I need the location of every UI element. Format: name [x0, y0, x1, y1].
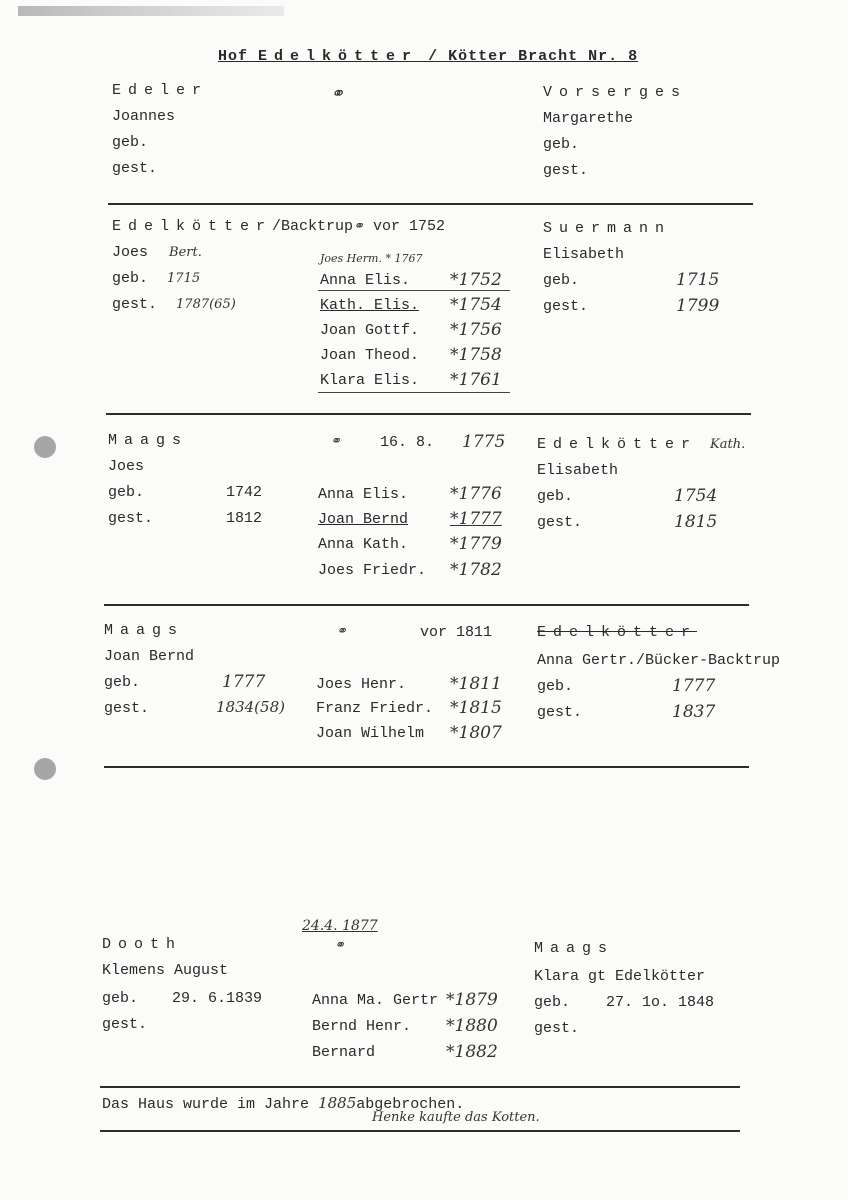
- gen4-husband-died-label: gest.: [104, 700, 150, 717]
- gen2-child-underline: [318, 290, 510, 291]
- gen2-child: Kath. Elis.: [320, 297, 420, 314]
- gen3-wife-born-label: geb.: [537, 488, 574, 505]
- gen4-wife-surname: Edelkötter: [537, 624, 698, 641]
- gen3-child: Joan Bernd: [318, 511, 409, 528]
- gen3-wife-died-label: gest.: [537, 514, 583, 531]
- gen1-wife-surname: Vorserges: [543, 84, 688, 101]
- gen3-husband-surname: Maags: [108, 432, 189, 449]
- gen3-wife-surname: Edelkötter: [537, 436, 698, 453]
- gen2-marriage-date: vor 1752: [372, 218, 445, 235]
- gen2-child: Anna Elis.: [320, 272, 411, 289]
- gen5-wife-first: Klara gt Edelkötter: [534, 968, 706, 985]
- gen2-wife-first: Elisabeth: [543, 246, 625, 263]
- footer-text-after: abgebrochen.: [356, 1096, 465, 1113]
- gen5-child-year: *1880: [446, 1016, 498, 1036]
- gen2-children-underline: [318, 392, 510, 393]
- gen2-husband-died-year: 1787(65): [176, 297, 236, 312]
- gen2-husband-first-row: [112, 244, 202, 261]
- title-hof: Hof: [218, 48, 249, 65]
- gen2-husband-surname-suffix: /Backtrup: [272, 218, 354, 235]
- gen5-child: Bernard: [312, 1044, 376, 1061]
- scan-edge-mark: [18, 6, 284, 16]
- gen5-husband-first: Klemens August: [102, 962, 229, 979]
- gen4-wife-born-year: 1777: [672, 676, 716, 696]
- gen5-wife-born-label: geb.: [534, 994, 571, 1011]
- footer-text-before: Das Haus wurde im Jahre: [102, 1096, 310, 1113]
- gen5-child: Anna Ma. Gertr: [312, 992, 439, 1009]
- gen2-wife-died-year: 1799: [676, 296, 720, 316]
- gen5-husband-died-label: gest.: [102, 1016, 148, 1033]
- gen1-wife-first: Margarethe: [543, 110, 634, 127]
- gen3-child-year: *1782: [450, 560, 502, 580]
- gen1-husband-surname: Edeler: [112, 82, 209, 99]
- gen2-husband-died-label: gest.: [112, 296, 158, 313]
- gen2-child-year: *1761: [450, 370, 502, 390]
- gen3-child-year: *1776: [450, 484, 502, 504]
- gen5-wife-born-date: 27. 1o. 1848: [606, 994, 715, 1011]
- footer-hand-note: Henke kaufte das Kotten.: [372, 1110, 540, 1125]
- gen2-husband-born-year: 1715: [167, 271, 201, 286]
- gen2-child-year: *1756: [450, 320, 502, 340]
- gen4-child: Joes Henr.: [316, 676, 407, 693]
- gen1-husband-born-label: geb.: [112, 134, 149, 151]
- divider-1: [108, 203, 753, 205]
- gen5-child-year: *1882: [446, 1042, 498, 1062]
- gen2-husband-died-row: [112, 296, 236, 313]
- gen2-wife-died-label: gest.: [543, 298, 589, 315]
- footer-bottom-rule: [100, 1130, 740, 1132]
- gen2-child-year: *1752: [450, 270, 502, 290]
- divider-3: [104, 604, 749, 606]
- gen2-husband-born-label: geb.: [112, 270, 149, 287]
- page-title: [218, 48, 638, 65]
- gen4-husband-first: Joan Bernd: [104, 648, 195, 665]
- gen3-marriage-date: 16. 8.: [380, 434, 435, 451]
- gen4-wife-first: Anna Gertr./Bücker-Backtrup: [537, 652, 781, 669]
- gen2-wife-born-year: 1715: [676, 270, 720, 290]
- gen4-husband-died-year: 1834(58): [216, 698, 285, 716]
- footer-year: 1885: [318, 1094, 357, 1112]
- gen3-husband-born-year: 1742: [226, 484, 263, 501]
- gen2-husband-surname-text: Edelkötter: [112, 218, 273, 235]
- gen5-child: Bernd Henr.: [312, 1018, 412, 1035]
- footer-top-rule: [100, 1086, 740, 1088]
- gen3-wife-born-year: 1754: [674, 486, 718, 506]
- gen2-husband-first-hand: Bert.: [169, 245, 202, 260]
- gen4-husband-born-year: 1777: [222, 672, 266, 692]
- punch-hole-lower: [34, 758, 56, 780]
- gen5-wife-died-label: gest.: [534, 1020, 580, 1037]
- gen1-marriage-symbol: ⚭: [330, 84, 345, 104]
- gen4-child: Franz Friedr.: [316, 700, 434, 717]
- gen3-child: Joes Friedr.: [318, 562, 427, 579]
- gen2-child-year: *1758: [450, 345, 502, 365]
- gen2-wife-born-label: geb.: [543, 272, 580, 289]
- gen2-husband-born-row: [112, 270, 200, 287]
- gen4-wife-born-label: geb.: [537, 678, 574, 695]
- gen4-marriage-symbol: ⚭: [336, 624, 347, 639]
- gen1-husband-first: Joannes: [112, 108, 176, 125]
- gen2-child: Klara Elis.: [320, 372, 420, 389]
- gen3-wife-first: Elisabeth: [537, 462, 619, 479]
- gen5-husband-born-label: geb.: [102, 990, 139, 1007]
- gen4-child-year: *1807: [450, 723, 502, 743]
- gen3-marriage-symbol: ⚭: [330, 434, 341, 449]
- gen3-child: Anna Kath.: [318, 536, 409, 553]
- gen5-marriage-symbol: ⚭: [334, 938, 345, 953]
- gen3-husband-born-label: geb.: [108, 484, 145, 501]
- gen5-wife-surname: Maags: [534, 940, 615, 957]
- gen2-child: Joan Theod.: [320, 347, 420, 364]
- gen4-wife-died-year: 1837: [672, 702, 716, 722]
- gen2-husband-surname: [112, 218, 445, 235]
- gen3-husband-died-year: 1812: [226, 510, 263, 527]
- gen4-child-year: *1815: [450, 698, 502, 718]
- gen2-child: Joan Gottf.: [320, 322, 420, 339]
- gen3-child-year: *1779: [450, 534, 502, 554]
- gen3-child-year: *1777: [450, 509, 502, 529]
- gen3-husband-died-label: gest.: [108, 510, 154, 527]
- gen1-wife-born-label: geb.: [543, 136, 580, 153]
- gen2-child-year: *1754: [450, 295, 502, 315]
- gen2-marriage-symbol: ⚭: [353, 219, 364, 234]
- gen3-wife-note: Kath.: [710, 437, 746, 452]
- gen4-child: Joan Wilhelm: [316, 725, 425, 742]
- gen3-wife-surname-row: [537, 436, 745, 453]
- gen1-husband-died-label: gest.: [112, 160, 158, 177]
- gen2-husband-first: Joes: [112, 244, 149, 261]
- gen4-husband-born-label: geb.: [104, 674, 141, 691]
- title-subtitle: / Kötter Bracht Nr. 8: [428, 48, 639, 65]
- gen4-wife-died-label: gest.: [537, 704, 583, 721]
- gen5-husband-surname: Dooth: [102, 936, 183, 953]
- gen2-wife-surname: Suermann: [543, 220, 672, 237]
- divider-2: [106, 413, 751, 415]
- gen5-child-year: *1879: [446, 990, 498, 1010]
- title-farm-name: Edelkötter: [258, 48, 419, 65]
- gen3-wife-died-year: 1815: [674, 512, 718, 532]
- punch-hole-upper: [34, 436, 56, 458]
- gen2-children-note: Joes Herm. * 1767: [320, 252, 423, 265]
- gen4-marriage-date: vor 1811: [420, 624, 493, 641]
- gen3-child: Anna Elis.: [318, 486, 409, 503]
- gen1-wife-died-label: gest.: [543, 162, 589, 179]
- divider-4: [104, 766, 749, 768]
- gen4-husband-surname: Maags: [104, 622, 185, 639]
- gen3-marriage-year: 1775: [462, 432, 506, 452]
- gen5-marriage-date: 24.4. 1877: [302, 918, 378, 934]
- gen5-husband-born-date: 29. 6.1839: [172, 990, 263, 1007]
- gen4-child-year: *1811: [450, 674, 502, 694]
- gen3-husband-first: Joes: [108, 458, 145, 475]
